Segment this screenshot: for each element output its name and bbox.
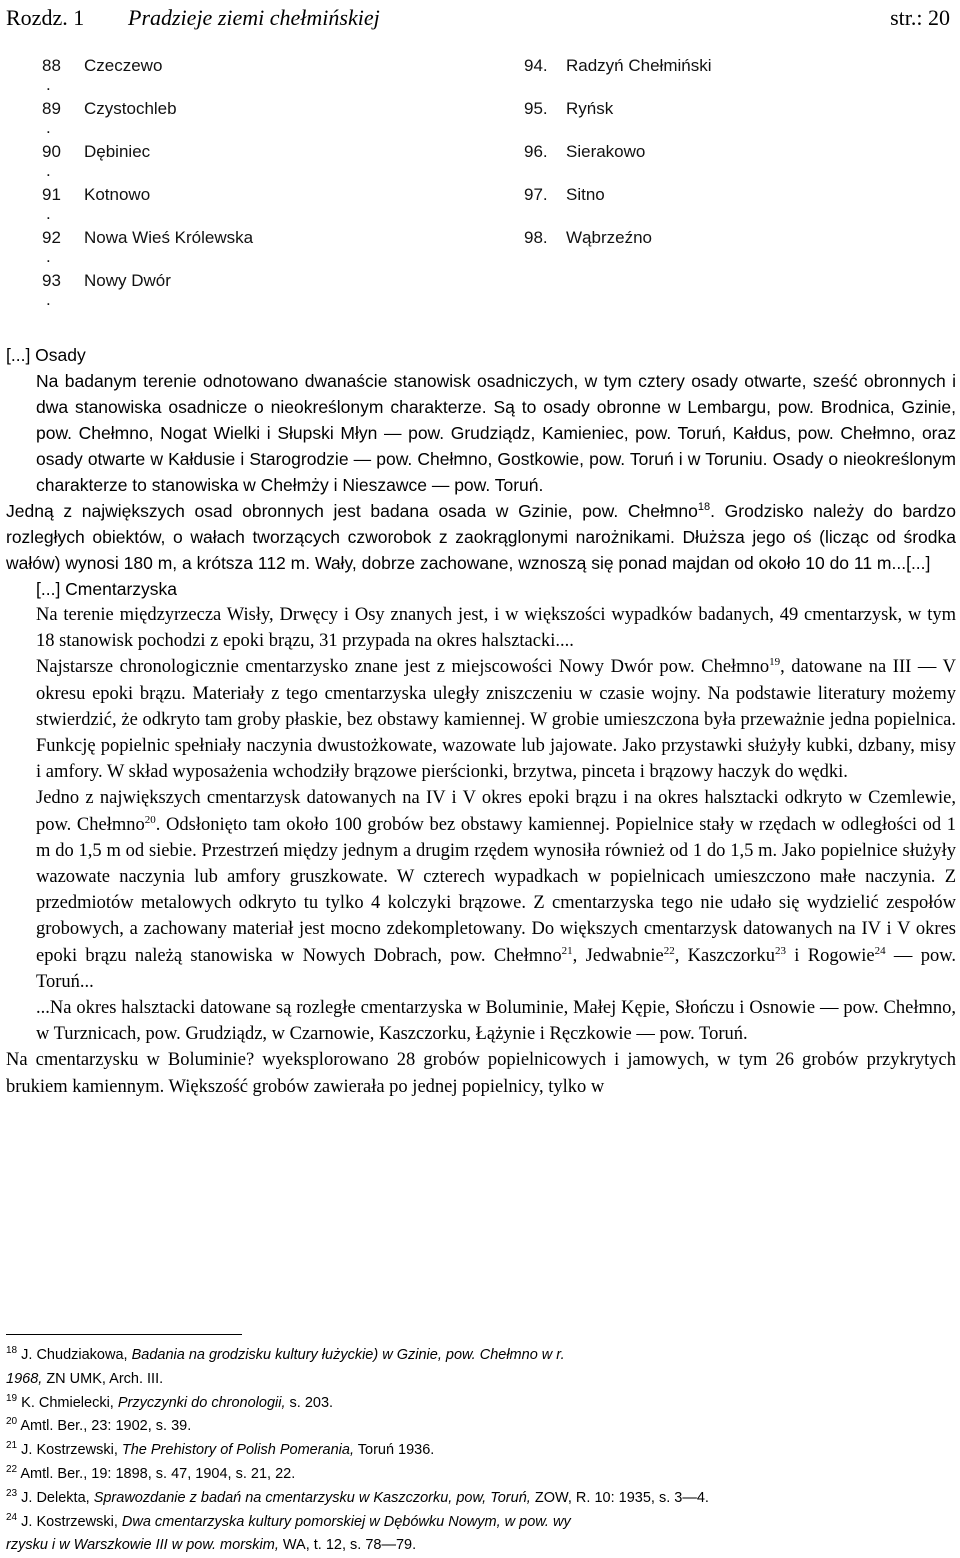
footnote-divider xyxy=(6,1334,242,1335)
page-header xyxy=(6,3,950,33)
main-text xyxy=(6,342,956,1100)
item-name: Czystochleb xyxy=(84,99,177,118)
item-name: Sitno xyxy=(566,185,605,204)
footnote: $^{23}$ J. Delekta, Sprawozdanie z badań na cmentarzysku w Kaszczorku, pow, Toruń, ZOW, R. 10: 1935, s. 3—4. xyxy=(6,1487,709,1506)
item-name: Sierakowo xyxy=(566,142,646,161)
item-number: 88 xyxy=(42,56,61,75)
footnotes xyxy=(6,1344,906,1558)
item-number: 96. xyxy=(524,142,548,161)
item-number: 97. xyxy=(524,185,548,204)
item-number: 95. xyxy=(524,99,548,118)
footnote: $^{20}$ Amtl. Ber., 23: 1902, s. 39. xyxy=(6,1416,192,1435)
item-name: Kotnowo xyxy=(84,185,151,204)
paragraph: ...Na okres halsztacki datowane są rozległe cmentarzyska w Boluminie, Małej Kępie, Słończu i Osnowie — pow. Chełmno, w Turznicach, pow. Grudziądz, w Czarnowie, Kaszczorku, Łążynie i Ręczkowie — pow. Toruń. xyxy=(36,998,956,1045)
footnote: $^{19}$ K. Chmielecki, Przyczynki do chronologii, s. 203. xyxy=(6,1392,334,1411)
footnote-ref: 19 xyxy=(769,656,781,669)
paragraph: Jedną z największych osad obronnych jest badana osada w Gzinie, pow. Chełmno$^{18}$. Grodzisko należy do bardzo rozległych obiektów, o wałach tworzących czworobok z zaokrąglonymi narożnikami. Dłuższa jego oś (licząc od środka wałów) wynosi 180 m, a krótsza 112 m. Wały, dobrze zachowane, wznoszą się ponad majdan od około 10 do 11 m...[...] xyxy=(6,501,956,573)
chapter-label: Rozdz. 1 xyxy=(6,5,85,30)
item-number: 93 xyxy=(42,271,61,290)
section-heading-osady: [...] Osady xyxy=(6,345,86,365)
paragraph: Na cmentarzysku w Boluminie? wyeksplorowano 28 grobów popielnicowych i jamowych, w tym 26 grobów przykrytych brukiem kamiennym. Większość grobów zawierała po jednej popielnicy, tylko w xyxy=(6,1050,956,1097)
footnote-ref: 21 xyxy=(561,944,573,957)
item-name: Nowa Wieś Królewska xyxy=(84,228,254,247)
item-name: Nowy Dwór xyxy=(84,271,171,290)
footnote-ref: 20 xyxy=(144,813,156,826)
item-number: 92 xyxy=(42,228,61,247)
item-name: Wąbrzeźno xyxy=(566,228,652,247)
chapter-title: Pradzieje ziemi chełmińskiej xyxy=(128,5,380,30)
paragraph: Jedno z największych cmentarzysk datowanych na IV i V okres epoki brązu i na okres halsztacki odkryto w Czemlewie, pow. Chełmno$^{20}$. Odsłonięto tam około 100 grobów bez obstawy kamiennej. Popielnice stały w rzędach w odległości od 1 m do 1,5 m od siebie. Przestrzeń między jednym a drugim rzędem wynosiła również od 1 do 1,5 m. Jako popielnice służyły wazowate naczynia lub amfory gruszkowate. W czterech wypadkach w popielnicach umieszczono małe naczynia. Z przedmiotów metalowych odkryto tu tylko 4 kolczyki brązowe. Z cmentarzyska tego nie udało się wydzielić zespołów grobowych, a zachowany materiał jest mocno zdekompletowany. Do większych cmentarzysk datowanych na IV i V okres epoki brązu należą stanowiska w Nowych Dobrach, pow. Chełmno$^{21}$, Jedwabnie$^{22}$, Kaszczorku$^{23}$ i Rogowie$^{24}$ — pow. Toruń... xyxy=(36,788,956,992)
paragraph: Na badanym terenie odnotowano dwanaście stanowisk osadniczych, w tym cztery osady otwarte, sześć obronnych i dwa stanowiska osadnicze o nieokreślonym charakterze. Są to osady obronne w Lembargu, pow. Brodnica, Gzinie, pow. Chełmno, Nogat Wielki i Słupski Młyn — pow. Grudziądz, Kamieniec, pow. Toruń, Kałdus, pow. Chełmno, oraz osady otwarte w Kałdusie i Starogrodzie — pow. Chełmno, Gostkowie, pow. Toruń i w Toruniu. Osady o nieokreślonym charakterze to stanowiska w Chełmży i Nieszawce — pow. Toruń. xyxy=(36,371,956,495)
item-number: 90 xyxy=(42,142,61,161)
footnote-continuation: rzysku i w Warszkowie III w pow. morskim, WA, t. 12, s. 78—79. xyxy=(6,1537,417,1554)
footnote: $^{24}$ J. Kostrzewski, Dwa cmentarzyska kultury pomorskiej w Dębówku Nowym, w pow. wy xyxy=(6,1511,571,1530)
paragraph: Na terenie międzyrzecza Wisły, Drwęcy i Osy znanych jest, i w większości wypadków badanych, 49 cmentarzysk, w tym 18 stanowisk pochodzi z epoki brązu, 31 przypada na okres halsztacki.... xyxy=(36,605,956,652)
footnote-ref: 23 xyxy=(774,944,786,957)
item-number: 98. xyxy=(524,228,548,247)
footnote: $^{18}$ J. Chudziakowa, Badania na grodzisku kultury łużyckie) w Gzinie, pow. Chełmno w r. xyxy=(6,1345,565,1363)
item-number: 89 xyxy=(42,99,61,118)
item-name: Ryńsk xyxy=(566,99,614,118)
document-page: Rozdz. 1 Pradzieje ziemi chełmińskiej str.: 20 88 . Czeczewo 89 . Czystochleb 90 . Dębiniec 91 . Kotnowo 92 . Nowa Wieś Królewska 93 . Nowy Dwór 94. Radzyń Chełmiński 95. Ryńsk 96. Sierakowo 97. Sitno 98. Wąbrzeźno [...] Osady Na badanym terenie odnotowano dwanaście stanowisk osadniczych, w tym cztery osady otwarte, sześć obronnych i dwa stanowiska osadnicze o nieokreślonym charakterze. Są to osady obronne w Lembargu, pow. Brodnica, Gzinie, pow. Chełmno, Nogat Wielki i Słupski Młyn — pow. Grudziądz, Kamieniec, pow. Toruń, Kałdus, pow. Chełmno, oraz osady otwarte w Kałdusie i Starogrodzie — pow. Chełmno, Gostkowie, pow. Toruń i w Toruniu. Osady o nieokreślonym charakterze to stanowiska w Chełmży i Nieszawce — pow. Toruń. Jedną z największych osad obronnych jest badana osada w Gzinie, pow. Chełmno$^{18}$. Grodzisko należy do bardzo rozległych obiektów, o wałach tworzących czworobok z zaokrąglonymi narożnikami. Dłuższa jego oś (licząc od środka wałów) wynosi 180 m, a krótsza 112 m. Wały, dobrze zachowane, wznoszą się ponad majdan od około 10 do 11 m...[...] [...] Cmentarzyska Na terenie międzyrzecza Wisły, Drwęcy i Osy znanych jest, i w większości wypadków badanych, 49 cmentarzysk, w tym 18 stanowisk pochodzi z epoki brązu, 31 przypada na okres halsztacki.... Najstarsze chronologicznie cmentarzysko znane jest z miejscowości Nowy Dwór pow. Chełmno$^{19}$, datowane na III — V okresu epoki brązu. Materiały z tego cmentarzyska uległy zniszczeniu w czasie wojny. Na podstawie literatury możemy stwierdzić, że odkryto tam groby płaskie, bez obstawy kamiennej. W grobie umieszczona była przeważnie jedna popielnica. Funkcję popielnic spełniały naczynia dwustożkowate, wazowate lub jajowate. Jako przystawki służyły kubki, dzbany, misy i amfory. W skład wyposażenia wchodziły brązowe pierścionki, brzytwa, pinceta i brązowy haczyk do wędki. Jedno z największych cmentarzysk datowanych na IV i V okres epoki brązu i na okres halsztacki odkryto w Czemlewie, pow. Chełmno$^{20}$. Odsłonięto tam około 100 grobów bez obstawy kamiennej. Popielnice stały w rzędach w odległości od 1 m do 1,5 m od siebie. Przestrzeń między jednym a drugim rzędem wynosiła również od 1 do 1,5 m. Jako popielnice służyły wazowate naczynia lub amfory gruszkowate. W czterech wypadkach w popielnicach umieszczono małe naczynia. Z przedmiotów metalowych odkryto tu tylko 4 kolczyki brązowe. Z cmentarzyska tego nie udało się wydzielić zespołów grobowych, a zachowany materiał jest mocno zdekompletowany. Do większych cmentarzysk datowanych na IV i V okres epoki brązu należą stanowiska w Nowych Dobrach, pow. Chełmno$^{21}$, Jedwabnie$^{22}$, Kaszczorku$^{23}$ i Rogowie$^{24}$ — pow. Toruń... ...Na okres halsztacki datowane są rozległe cmentarzyska w Boluminie, Małej Kępie, Słończu i Osnowie — pow. Chełmno, w Turznicach, pow. Grudziądz, w Czarnowie, Kaszczorku, Łążynie i Ręczkowie — pow. Toruń. Na cmentarzysku w Boluminie? wyeksplorowano 28 grobów popielnicowych i jamowych, w tym 26 grobów przykrytych brukiem kamiennym. Większość grobów zawierała po jednej popielnicy, tylko w $^{18}$ J. Chudziakowa, Badania na grodzisku kultury łużyckie) w Gzinie, pow. Chełmno w r. 1968, ZN UMK, Arch. III. $^{19}$ K. Chmielecki, Przyczynki do chronologii, s. 203. $^{20}$ Amtl. Ber., 23: 1902, s. 39. $^{21}$ J. Kostrzewski, The Prehistory of Polish Pomerania, Toruń 1936. $^{22}$ Amtl. Ber., 19: 1898, s. 47, 1904, s. 21, 22. $^{23}$ J. Delekta, Sprawozdanie z badań na cmentarzysku w Kaszczorku, pow, Toruń, ZOW, R. 10: 1935, s. 3—4. $^{24}$ J. Kostrzewski, Dwa cmentarzyska kultury pomorskiej w Dębówku Nowym, w pow. wy rzysku i w Warszkowie III w pow. morskim, WA, t. 12, s. 78—79. xyxy=(0,0,960,1554)
section-heading-cmentarzyska: [...] Cmentarzyska xyxy=(36,579,178,599)
item-name: Radzyń Chełmiński xyxy=(566,56,712,75)
paragraph: Najstarsze chronologicznie cmentarzysko znane jest z miejscowości Nowy Dwór pow. Chełmno$^{19}$, datowane na III — V okresu epoki brązu. Materiały z tego cmentarzyska uległy zniszczeniu w czasie wojny. Na podstawie literatury możemy stwierdzić, że odkryto tam groby płaskie, bez obstawy kamiennej. W grobie umieszczona była przeważnie jedna popielnica. Funkcję popielnic spełniały naczynia dwustożkowate, wazowate lub jajowate. Jako przystawki służyły kubki, dzbany, misy i amfory. W skład wyposażenia wchodziły brązowe pierścionki, brzytwa, pinceta i brązowy haczyk do wędki. xyxy=(36,656,956,783)
footnote: $^{22}$ Amtl. Ber., 19: 1898, s. 47, 1904, s. 21, 22. xyxy=(6,1464,296,1482)
page-number: str.: 20 xyxy=(890,5,950,30)
footnote-ref: 22 xyxy=(663,944,675,957)
footnote-ref: 24 xyxy=(874,944,886,957)
item-number: 94. xyxy=(524,56,548,75)
footnote-ref: 18 xyxy=(697,501,711,514)
footnote: $^{21}$ J. Kostrzewski, The Prehistory of Polish Pomerania, Toruń 1936. xyxy=(6,1440,435,1459)
item-number: 91 xyxy=(42,185,61,204)
item-name: Czeczewo xyxy=(84,56,163,75)
item-name: Dębiniec xyxy=(84,142,151,161)
footnote-continuation: 1968, ZN UMK, Arch. III. xyxy=(6,1370,164,1387)
